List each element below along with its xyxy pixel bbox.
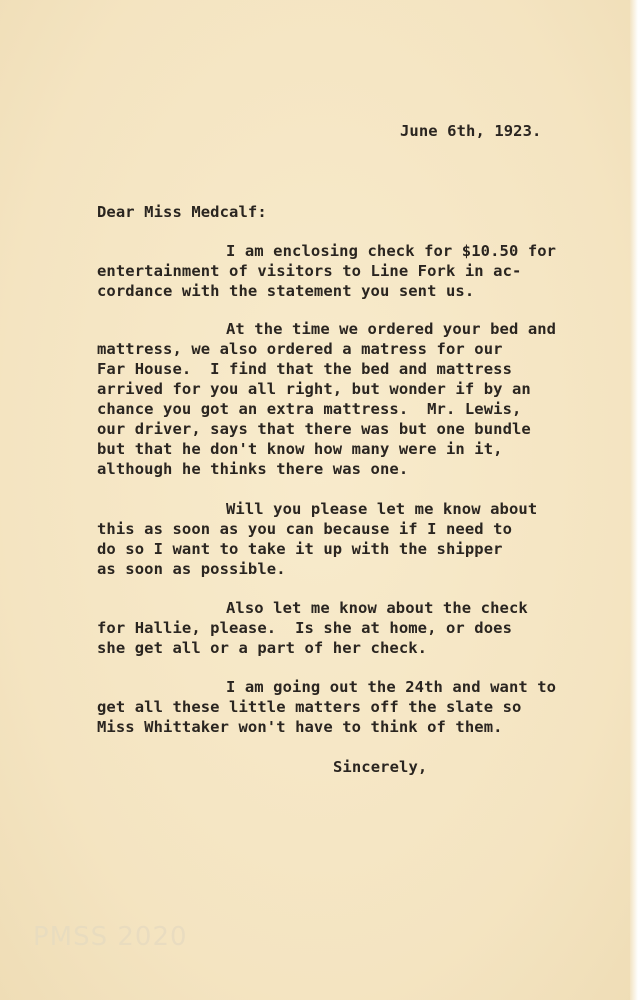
paragraph-4-line-3: she get all or a part of her check.	[97, 639, 428, 657]
paragraph-2-line-4: arrived for you all right, but wonder if by an	[97, 380, 531, 398]
paragraph-4-line-2: for Hallie, please. Is she at home, or does	[97, 619, 512, 637]
paragraph-5-line-2: get all these little matters off the slate so	[97, 698, 522, 716]
paragraph-2-line-5: chance you got an extra mattress. Mr. Lewis,	[97, 400, 522, 418]
paragraph-2-line-6: our driver, says that there was but one bundle	[97, 420, 531, 438]
paragraph-5-line-3: Miss Whittaker won't have to think of them.	[97, 718, 503, 736]
letter-date: June 6th, 1923.	[400, 122, 542, 140]
paragraph-2-line-8: although he thinks there was one.	[97, 460, 409, 478]
watermark: PMSS 2020	[33, 922, 188, 952]
paragraph-3-line-2: this as soon as you can because if I need to	[97, 520, 512, 538]
paragraph-2-line-1: At the time we ordered your bed and	[226, 320, 557, 338]
paragraph-3-line-4: as soon as possible.	[97, 560, 286, 578]
paragraph-3-line-3: do so I want to take it up with the shipper	[97, 540, 503, 558]
paragraph-4-line-1: Also let me know about the check	[226, 599, 528, 617]
paragraph-1-line-2: entertainment of visitors to Line Fork in ac-	[97, 262, 522, 280]
paragraph-1-line-3: cordance with the statement you sent us.	[97, 282, 475, 300]
closing: Sincerely,	[333, 758, 428, 776]
paragraph-2-line-3: Far House. I find that the bed and mattress	[97, 360, 512, 378]
paragraph-2-line-2: mattress, we also ordered a matress for our	[97, 340, 503, 358]
paragraph-1-line-1: I am enclosing check for $10.50 for	[226, 242, 557, 260]
salutation: Dear Miss Medcalf:	[97, 203, 267, 221]
paragraph-2-line-7: but that he don't know how many were in it,	[97, 440, 503, 458]
paragraph-3-line-1: Will you please let me know about	[226, 500, 538, 518]
paragraph-5-line-1: I am going out the 24th and want to	[226, 678, 557, 696]
paper-edge	[630, 0, 638, 1000]
